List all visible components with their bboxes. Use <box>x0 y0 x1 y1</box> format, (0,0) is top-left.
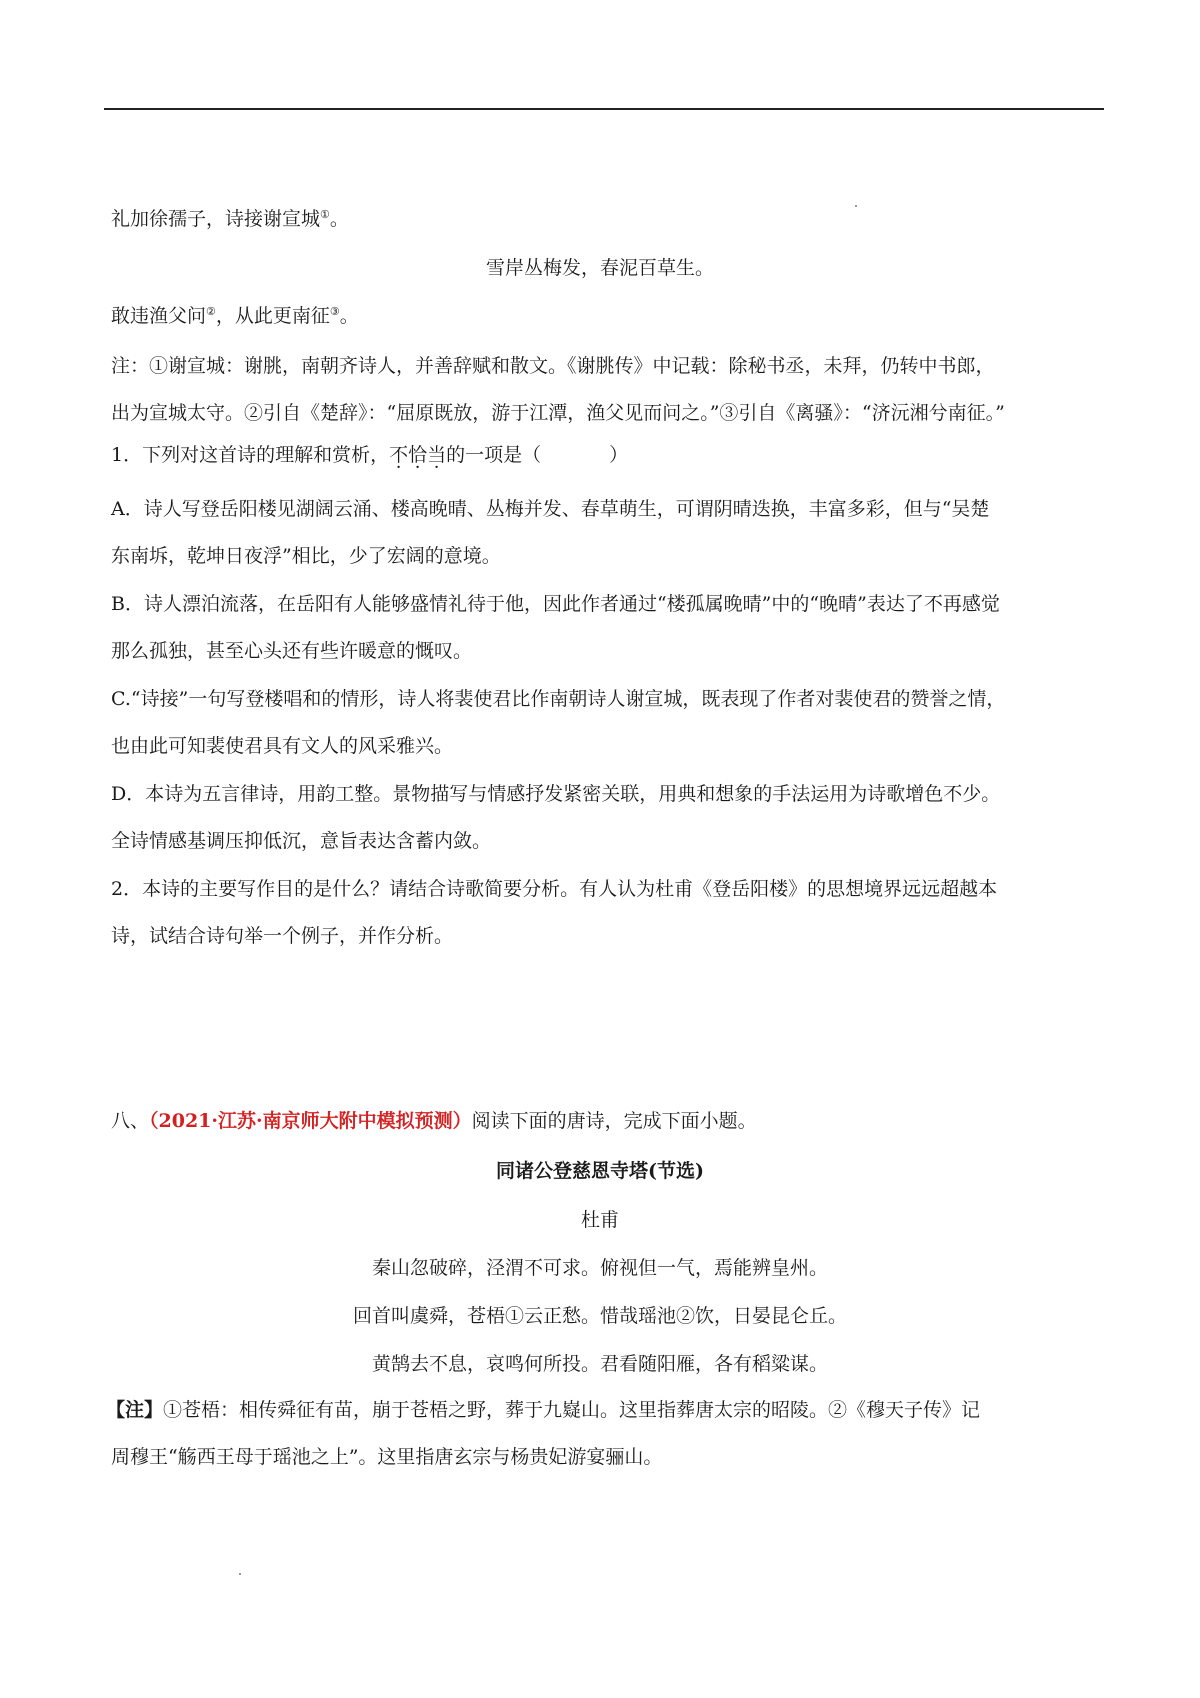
footnote-marker: ② <box>206 305 216 318</box>
question-2-line-1: 2．本诗的主要写作目的是什么？请结合诗歌简要分析。有人认为杜甫《登岳阳楼》的思想境界远远超越本 <box>111 878 998 900</box>
option-d-line-1: D．本诗为五言律诗，用韵工整。景物描写与情感抒发紧密关联，用典和想象的手法运用为诗歌增色不少。 <box>111 783 1001 805</box>
section-8-heading <box>111 1107 757 1135</box>
poem-text: 。 <box>339 305 359 327</box>
poem-author: 杜甫 <box>580 1209 619 1231</box>
poem-title: 同诸公登慈恩寺塔(节选) <box>496 1160 704 1182</box>
poem2-note-line-1 <box>106 1396 980 1424</box>
option-a-line-1: A．诗人写登岳阳楼见湖阔云涌、楼高晚晴、丛梅并发、春草萌生，可谓阴晴迭换，丰富多彩，但与“吴楚 <box>111 498 990 520</box>
poem-text: 礼加徐孺子，诗接谢宣城 <box>111 208 321 230</box>
source-label: （2021·江苏·南京师大附中模拟预测） <box>149 1110 472 1132</box>
question-text: ） <box>609 444 629 466</box>
footnote-marker: ③ <box>329 305 340 318</box>
note-text: ①苍梧：相传舜征有苗，崩于苍梧之野，葬于九嶷山。这里指葬唐太宗的昭陵。②《穆天子传》记 <box>163 1399 981 1421</box>
scan-speck <box>855 205 857 207</box>
poem-line-2: 雪岸丛梅发，春泥百草生。 <box>485 257 714 279</box>
emphasis-char: 不 <box>389 444 409 466</box>
emphasis-char: 恰 <box>408 444 428 466</box>
option-b-line-2: 那么孤独，甚至心头还有些许暖意的慨叹。 <box>111 640 473 662</box>
poem-text: ，从此更南征 <box>215 305 330 327</box>
poem2-note-line-2: 周穆王“觞西王母于瑶池之上”。这里指唐玄宗与杨贵妃游宴骊山。 <box>111 1446 663 1468</box>
option-a-line-2: 东南坼，乾坤日夜浮”相比，少了宏阔的意境。 <box>111 545 501 567</box>
poem2-line-1: 秦山忽破碎，泾渭不可求。俯视但一气，焉能辨皇州。 <box>371 1257 828 1279</box>
note-label: 【注】 <box>106 1399 164 1421</box>
poem2-line-2: 回首叫虞舜，苍梧①云正愁。惜哉瑶池②饮，日晏昆仑丘。 <box>352 1305 847 1327</box>
poem-note-line-2: 出为宣城太守。②引自《楚辞》：“屈原既放，游于江潭，渔父见而问之。”③引自《离骚》：“济沅湘兮南征。” <box>111 402 1005 424</box>
option-c-line-2: 也由此可知裴使君具有文人的风采雅兴。 <box>111 735 454 757</box>
poem-line-3 <box>111 302 359 330</box>
section-number: 八、 <box>111 1110 150 1132</box>
question-1 <box>111 441 628 469</box>
poem-text: 。 <box>329 208 349 230</box>
option-d-line-2: 全诗情感基调压抑低沉，意旨表达含蓄内敛。 <box>111 830 492 852</box>
scan-speck <box>239 1573 241 1575</box>
question-2-line-2: 诗，试结合诗句举一个例子，并作分析。 <box>111 925 454 947</box>
emphasis-char: 当 <box>427 444 447 466</box>
poem-text: 敢违渔父问 <box>111 305 207 327</box>
option-c-line-1: C.“诗接”一句写登楼唱和的情形，诗人将裴使君比作南朝诗人谢宣城，既表现了作者对裴使君的赞誉之情， <box>111 688 1006 710</box>
footnote-marker: ① <box>320 208 330 221</box>
poem-line-1 <box>111 205 349 233</box>
section-instruction: 阅读下面的唐诗，完成下面小题。 <box>471 1110 757 1132</box>
option-b-line-1: B．诗人漂泊流落，在岳阳有人能够盛情礼待于他，因此作者通过“楼孤属晚晴”中的“晚晴”表达了不再感觉 <box>111 593 1000 615</box>
poem2-line-3: 黄鹄去不息，哀鸣何所投。君看随阳雁，各有稻粱谋。 <box>371 1353 828 1375</box>
poem-note-line-1: 注：①谢宣城：谢朓，南朝齐诗人，并善辞赋和散文。《谢朓传》中记载：除秘书丞，未拜，仍转中书郎， <box>111 355 995 377</box>
question-text: 的一项是（ <box>446 444 542 466</box>
question-text: 1．下列对这首诗的理解和赏析， <box>111 444 390 466</box>
header-rule <box>104 108 1104 110</box>
